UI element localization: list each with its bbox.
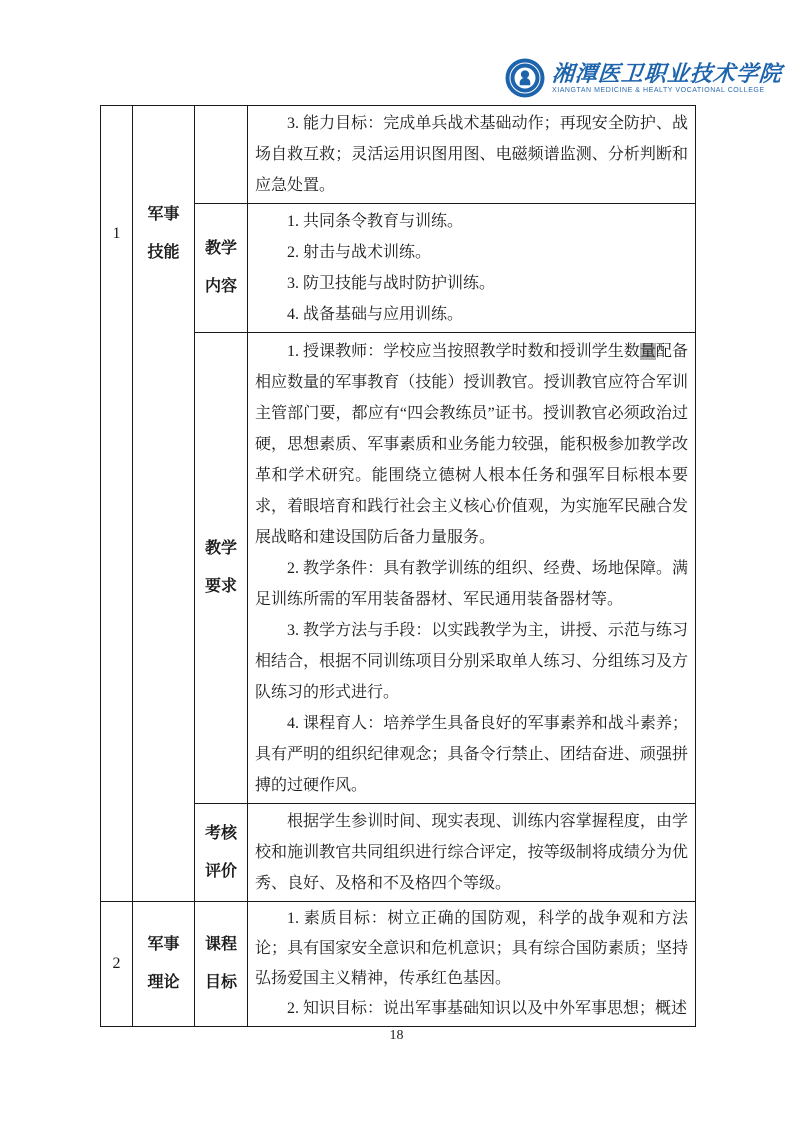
objective-content-cell [248, 106, 696, 204]
paragraph: 1. 素质目标：树立正确的国防观，科学的战争观和方法论；具有国家安全意识和危机意识；具有综合国防素质；坚持弘扬爱国主义精神，传承红色基因。 [255, 910, 688, 987]
page-number: 18 [389, 1028, 404, 1043]
course-goal-content-cell [248, 902, 696, 1027]
row-index: 1 [112, 225, 121, 242]
teaching-requirement-label-cell [195, 333, 248, 804]
row-index: 2 [112, 955, 121, 972]
college-name-block [552, 62, 782, 95]
paragraph: 3. 能力目标：完成单兵战术基础动作；再现安全防护、战场自救互救；灵活运用识图用图、电磁频谱监测、分析判断和应急处置。 [255, 115, 688, 194]
list-item: 4. 战备基础与应用训练。 [287, 306, 464, 323]
row-index-cell [101, 106, 133, 902]
paragraph: 4. 课程育人：培养学生具备良好的军事素养和战斗素养；具有严明的组织纪律观念；具备令行禁止、团结奋进、顽强拼搏的过硬作风。 [255, 714, 688, 794]
paragraph-text: 1. 授课教师：学校应当按照教学时数和授训学生数 [287, 342, 640, 360]
paragraph [255, 336, 688, 553]
section-label-cell-empty [195, 106, 248, 204]
paragraph: 3. 教学方法与手段：以实践教学为主，讲授、示范与练习相结合，根据不同训练项目分别采取单人练习、分组练习及方队练习的形式进行。 [255, 621, 688, 701]
college-name-english: XIANGTAN MEDICINE & HEALTY VOCATIONAL COLLEGE [552, 86, 765, 94]
section-label: 教学要求 [204, 540, 237, 595]
course-name-cell [133, 902, 195, 1027]
teaching-requirement-cell [248, 333, 696, 804]
table-row [101, 106, 696, 204]
table-row [101, 902, 696, 1027]
course-name: 军事技能 [147, 206, 180, 261]
college-emblem-icon [505, 58, 545, 98]
course-name: 军事理论 [147, 936, 180, 991]
teaching-content-label-cell [195, 204, 248, 333]
paragraph: 根据学生参训时间、现实表现、训练内容掌握程度，由学校和施训教官共同组织进行综合评定，按等级制将成绩分为优秀、良好、及格和不及格四个等级。 [255, 813, 688, 892]
list-item: 2. 射击与战术训练。 [287, 244, 432, 261]
course-goal-label-cell [195, 902, 248, 1027]
list-item: 1. 共同条令教育与训练。 [287, 213, 464, 230]
course-name-cell [133, 106, 195, 902]
list-item: 3. 防卫技能与战时防护训练。 [287, 275, 496, 292]
highlighted-character: 量 [639, 342, 656, 360]
college-name-chinese: 湘潭医卫职业技术学院 [551, 60, 783, 86]
evaluation-content-cell [248, 804, 696, 902]
paragraph-text: 配备相应数量的军事教育（技能）授训教官。授训教官应符合军训主管部门要，都应有“四会教练员”证书。授训教官必须政治过硬，思想素质、军事素质和业务能力较强，能积极参加教学改革和学术研究。能围绕立德树人根本任务和强军目标根本要求，着眼培育和践行社会主义核心价值观，为实施军民融合发展战略和建设国防后备力量服务。 [255, 342, 688, 546]
evaluation-label-cell [195, 804, 248, 902]
teaching-content-cell [248, 204, 696, 333]
section-label: 考核评价 [204, 824, 237, 880]
paragraph: 2. 知识目标：说出军事基础知识以及中外军事思想；概述 [287, 1000, 688, 1017]
row-index-cell [101, 902, 133, 1027]
section-label: 教学内容 [204, 240, 237, 295]
syllabus-table [100, 105, 696, 1027]
paragraph: 2. 教学条件：具有教学训练的组织、经费、场地保障。满足训练所需的军用装备器材、军民通用装备器材等。 [255, 559, 688, 608]
section-label: 课程目标 [204, 936, 237, 991]
college-logo [505, 58, 782, 98]
